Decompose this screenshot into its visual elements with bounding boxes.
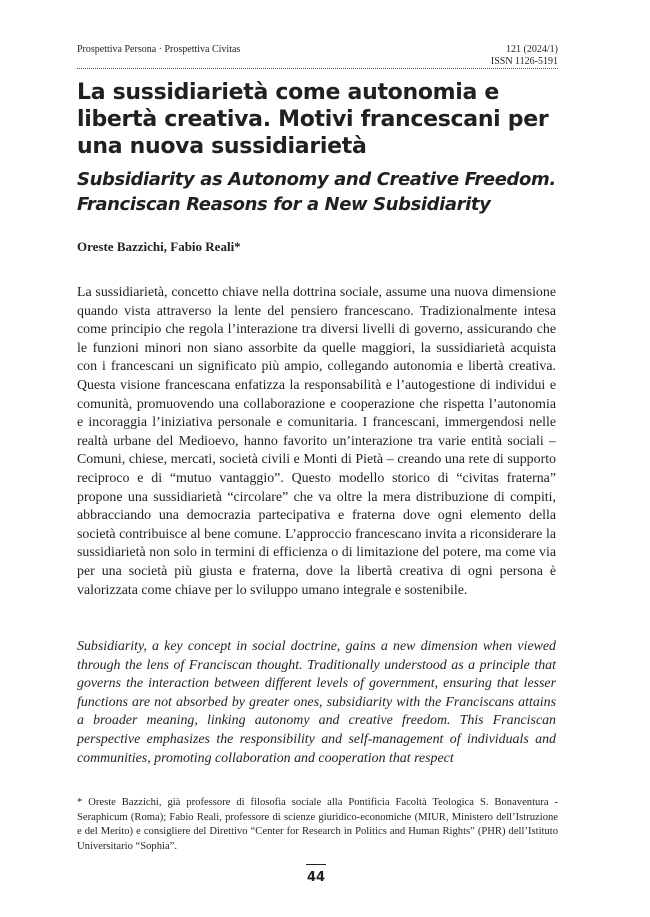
journal-name: Prospettiva Persona · Prospettiva Civitas <box>77 44 241 55</box>
author-footnote: * Oreste Bazzichi, già professore di filosofia sociale alla Pontificia Facoltà Teologica S. Bonaventura - Seraphicum (Roma); Fabio Reali, professore di scienze giuridico-economiche (MIUR, Ministero dell’Istruzione e del Merito) e consigliere del Direttivo “Center for Research in Politics and Human Rights” (PHR) dell’Istituto Universitario “Sophia”. <box>77 797 558 852</box>
header-divider <box>77 68 558 69</box>
abstract-english: Subsidiarity, a key concept in social doctrine, gains a new dimension when viewed through the lens of Franciscan thought. Traditionally understood as a principle that governs the interaction between different levels of government, ensuring that lesser functions are not absorbed by greater ones, subsidiarity with the Franciscans attains a broader meaning, linking autonomy and creative freedom. This Franciscan perspective emphasizes the responsibility and self-management of individuals and communities, promoting collaboration and cooperation that respect <box>77 639 556 766</box>
issue-number: 121 (2024/1) <box>506 44 558 55</box>
article-title-english: Subsidiarity as Autonomy and Creative Freedom. Franciscan Reasons for a New Subsidiarity <box>77 169 556 215</box>
abstract-italian: La sussidiarietà, concetto chiave nella dottrina sociale, assume una nuova dimensione quando vista attraverso la lente del pensiero francescano. Tradizionalmente intesa come principio che regola l’interazione tra diversi livelli di governo, assicurando che le funzioni minori non siano assorbite da quelle maggiori, la sussidiarietà acquista con i francescani un significato più ampio, collegando autonomia e libertà creativa. Questa visione francescana enfatizza la responsabilità e l’autogestione di individui e comunità, promuovendo una collaborazione e cooperazione che rispetta l’autonomia e incoraggia l’iniziativa personale e comunitaria. I francescani, immergendosi nelle realtà urbane del Medioevo, hanno favorito un’interazione tra varie entità sociali – Comuni, chiese, mercati, società civili e Monti di Pietà – creando una rete di supporto reciproco e di “mutuo vantaggio”. Questo modello storico di “civitas fraterna” propone una sussidiarietà “circolare” che va oltre la mera distribuzione di compiti, abbracciando una democrazia partecipativa e fraterna dove ogni elemento della società contribuisce al bene comune. L’approccio francescano invita a riconsiderare la sussidiarietà non solo in termini di efficienza o di limitazione del potere, ma come via per una società più giusta e fraterna, dove la libertà creativa di ogni persona è valorizzata come chiave per lo sviluppo umano integrale e sostenibile. <box>77 285 556 598</box>
page-number-rule <box>306 864 326 865</box>
page-number: 44 <box>306 870 326 885</box>
author-line: Oreste Bazzichi, Fabio Reali* <box>77 239 241 254</box>
issn: ISSN 1126-5191 <box>490 56 558 67</box>
article-title-italian: La sussidiarietà come autonomia e libertà creativa. Motivi francescani per una nuova sussidiarietà <box>77 80 549 159</box>
issue-info <box>491 44 558 68</box>
